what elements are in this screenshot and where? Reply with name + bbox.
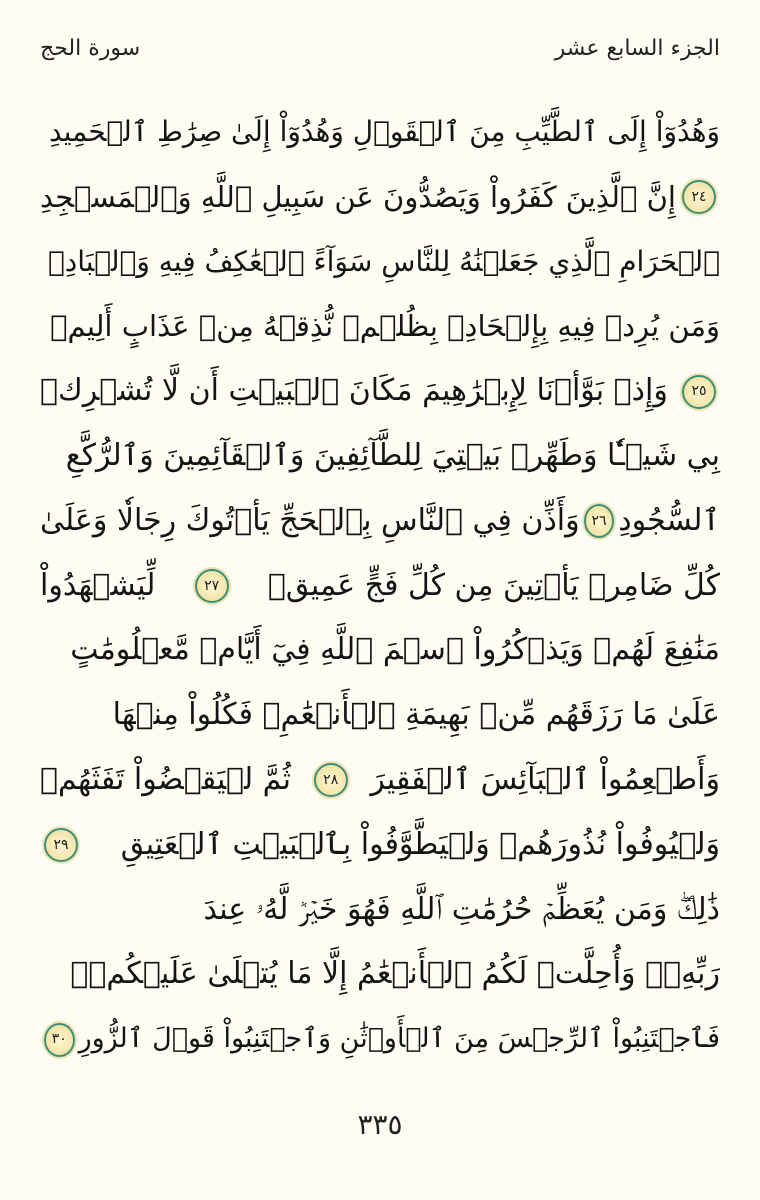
ayah-number-marker: ٢٨ (314, 763, 348, 797)
verse-text: مَنَٰفِعَ لَهُمۡ وَيَذۡكُرُواْ ٱسۡمَ ٱللَّهِ فِيٓ أَيَّامٖ مَّعۡلُومَٰتٍ (70, 632, 720, 668)
surah-name-label: سورة الحج (40, 35, 141, 61)
verse-text: وَلۡيُوفُواْ نُذُورَهُمۡ وَلۡيَطَّوَّفُواْ بِٱلۡبَيۡتِ ٱلۡعَتِيقِ (120, 826, 720, 862)
ayah-number-marker: ٢٥ (682, 375, 716, 409)
ayah-number-marker: ٢٤ (682, 180, 716, 214)
text-line (40, 683, 720, 748)
ayah-number-marker: ٢٦ (584, 504, 615, 538)
text-line (40, 878, 720, 943)
verse-text: ثُمَّ لۡيَقۡضُواْ تَفَثَهُمۡ (40, 761, 291, 797)
text-line (40, 1007, 720, 1072)
text-line (40, 359, 720, 424)
text-line (40, 489, 720, 554)
verse-text: ٱلسُّجُودِ (618, 502, 720, 538)
verse-text: وَهُدُوٓاْ إِلَى ٱلطَّيِّبِ مِنَ ٱلۡقَوۡلِ وَهُدُوٓاْ إِلَىٰ صِرَٰطِ ٱلۡحَمِيدِ (48, 115, 720, 148)
text-line (40, 942, 720, 1007)
verse-text: عَلَىٰ مَا رَزَقَهُم مِّنۢ بَهِيمَةِ ٱلۡأَنۡعَٰمِۖ فَكُلُواْ مِنۡهَا (112, 697, 720, 733)
verse-text: رَبِّهِۦۗ وَأُحِلَّتۡ لَكُمُ ٱلۡأَنۡعَٰمُ إِلَّا مَا يُتۡلَىٰ عَلَيۡكُمۡۖ (70, 956, 720, 992)
page-number: ٣٣٥ (357, 1108, 403, 1141)
text-line (40, 813, 720, 878)
ayah-number-marker: ٢٩ (44, 828, 78, 862)
text-line (40, 294, 720, 359)
text-line (40, 230, 720, 295)
page-header (40, 28, 720, 68)
ayah-number-marker: ٢٧ (195, 569, 229, 603)
verse-text: وَإِذۡ بَوَّأۡنَا لِإِبۡرَٰهِيمَ مَكَانَ ٱلۡبَيۡتِ أَن لَّا تُشۡرِكۡ (40, 373, 668, 409)
verse-text: فَٱجۡتَنِبُواْ ٱلرِّجۡسَ مِنَ ٱلۡأَوۡثَٰنِ وَٱجۡتَنِبُواْ قَوۡلَ ٱلزُّورِ (78, 1023, 720, 1055)
verse-text: ذَٰلِكَۖ وَمَن يُعَظِّمۡ حُرُمَٰتِ ٱللَّهِ فَهُوَ خَيۡرٞ لَّهُۥ عِندَ (203, 891, 720, 927)
verse-text: وَمَن يُرِدۡ فِيهِ بِإِلۡحَادِۭ بِظُلۡمٖ نُّذِقۡهُ مِنۡ عَذَابٍ أَلِيمٖ (50, 309, 720, 344)
text-line (40, 554, 720, 619)
verse-text: ٱلۡحَرَامِ ٱلَّذِي جَعَلۡنَٰهُ لِلنَّاسِ سَوَآءً ٱلۡعَٰكِفُ فِيهِ وَٱلۡبَادِۚ (47, 244, 720, 278)
verse-text: كُلِّ ضَامِرٖ يَأۡتِينَ مِن كُلِّ فَجٍّ عَمِيقٖ (267, 567, 720, 603)
verse-text: بِي شَيۡـٔٗا وَطَهِّرۡ بَيۡتِيَ لِلطَّآئِفِينَ وَٱلۡقَآئِمِينَ وَٱلرُّكَّعِ (65, 437, 720, 473)
verse-text: إِنَّ ٱلَّذِينَ كَفَرُواْ وَيَصُدُّونَ عَن سَبِيلِ ٱللَّهِ وَٱلۡمَسۡجِدِ (40, 179, 676, 214)
verse-text: وَأَذِّن فِي ٱلنَّاسِ بِٱلۡحَجِّ يَأۡتُوكَ رِجَالٗا وَعَلَىٰ (40, 502, 580, 538)
ayah-number-marker: ٣٠ (44, 1023, 75, 1057)
text-line (40, 748, 720, 813)
text-line (40, 618, 720, 683)
quran-text-block (40, 100, 720, 1072)
text-line (40, 100, 720, 165)
juz-label: الجزء السابع عشر (554, 35, 720, 61)
text-line (40, 424, 720, 489)
verse-text: لِّيَشۡهَدُواْ (40, 567, 156, 603)
text-line (40, 165, 720, 230)
verse-text: وَأَطۡعِمُواْ ٱلۡبَآئِسَ ٱلۡفَقِيرَ (370, 761, 720, 797)
